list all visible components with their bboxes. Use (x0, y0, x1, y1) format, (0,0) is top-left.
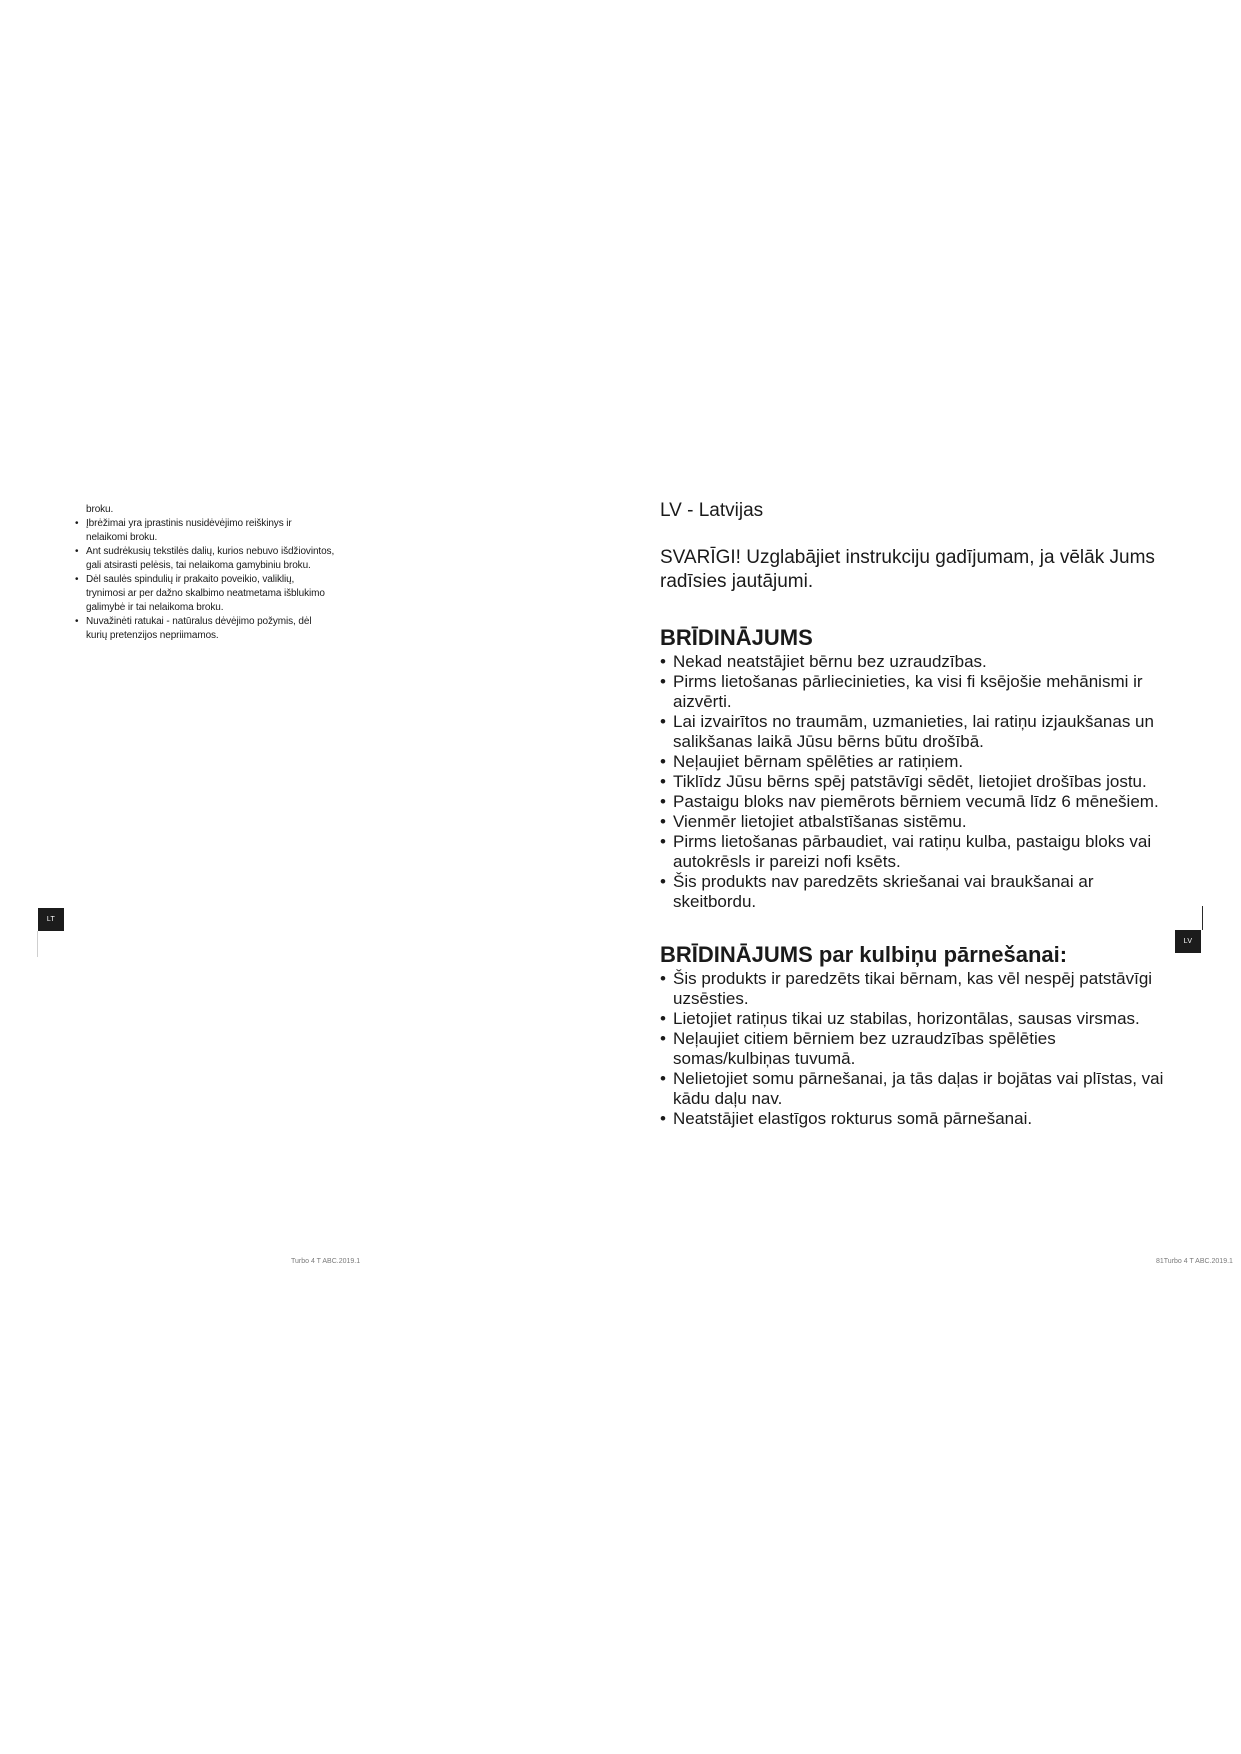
lt-language-tab: LT (38, 908, 64, 931)
list-item: • Lai izvairītos no traumām, uzmanieties, lai ratiņu izjaukšanas un salikšanas laikā Jūsu bērns būtu drošībā. (660, 712, 1172, 752)
list-item: • Šis produkts ir paredzēts tikai bērnam, kas vēl nespēj patstāvīgi uzsēsties. (660, 969, 1172, 1009)
lv-warnings-heading: BRĪDINĀJUMS (660, 625, 813, 650)
list-item: • Pirms lietošanas pārliecinieties, ka visi fi ksējošie mehānismi ir aizvērti. (660, 672, 1172, 712)
list-item: • Šis produkts nav paredzēts skriešanai vai braukšanai ar skeitbordu. (660, 872, 1172, 912)
lv-carrycot-heading: BRĪDINĀJUMS par kulbiņu pārnešanai: (660, 942, 1068, 967)
lt-warranty-continuation (75, 503, 335, 643)
lv-carrycot-list (660, 969, 1172, 1129)
list-item: • Nekad neatstājiet bērnu bez uzraudzības. (660, 652, 1172, 672)
lv-warnings-list (660, 652, 1172, 912)
list-item: • Nelietojiet somu pārnešanai, ja tās daļas ir bojātas vai plīstas, vai kādu daļu nav. (660, 1069, 1172, 1109)
lt-lead-text: broku. (86, 504, 114, 515)
lt-tab-divider (37, 931, 38, 957)
lt-warranty-list (75, 517, 335, 643)
lv-page-footer: 81Turbo 4 T ABC.2019.1 (1156, 1258, 1233, 1265)
list-item: • Nuvažinėti ratukai - natūralus dėvėjimo požymis, dėl kurių pretenzijos nepriimamos. (75, 615, 335, 643)
list-item: • Lietojiet ratiņus tikai uz stabilas, horizontālas, sausas virsmas. (660, 1009, 1172, 1029)
list-item: • Ant sudrėkusių tekstilės dalių, kurios nebuvo išdžiovintos, gali atsirasti pelėsis, tai nelaikoma gamybiniu broku. (75, 545, 335, 573)
lv-section (660, 498, 1172, 1129)
list-item: • Dėl saulės spindulių ir prakaito poveikio, valiklių, trynimosi ar per dažno skalbimo neatmetama išblukimo galimybė ir tai nelaikoma broku. (75, 573, 335, 615)
list-item: • Neļaujiet bērnam spēlēties ar ratiņiem. (660, 752, 1172, 772)
lv-tab-divider (1202, 906, 1203, 930)
list-item: • Neatstājiet elastīgos rokturus somā pārnešanai. (660, 1109, 1172, 1129)
list-item: • Tiklīdz Jūsu bērns spēj patstāvīgi sēdēt, lietojiet drošības jostu. (660, 772, 1172, 792)
lt-page-footer: Turbo 4 T ABC.2019.1 (291, 1258, 361, 1265)
list-item: • Neļaujiet citiem bērniem bez uzraudzības spēlēties somas/kulbiņas tuvumā. (660, 1029, 1172, 1069)
list-item: • Įbrėžimai yra įprastinis nusidėvėjimo reiškinys ir nelaikomi broku. (75, 517, 335, 545)
lv-important-note: SVARĪGI! Uzglabājiet instrukciju gadījumam, ja vēlāk Jums radīsies jautājumi. (660, 547, 1155, 592)
list-item: • Pastaigu bloks nav piemērots bērniem vecumā līdz 6 mēnešiem. (660, 792, 1172, 812)
list-item: • Vienmēr lietojiet atbalstīšanas sistēmu. (660, 812, 1172, 832)
list-item: • Pirms lietošanas pārbaudiet, vai ratiņu kulba, pastaigu bloks vai autokrēsls ir pareizi nofi ksēts. (660, 832, 1172, 872)
lv-language-tab: LV (1175, 930, 1201, 953)
lv-language-title: LV - Latvijas (660, 500, 764, 521)
